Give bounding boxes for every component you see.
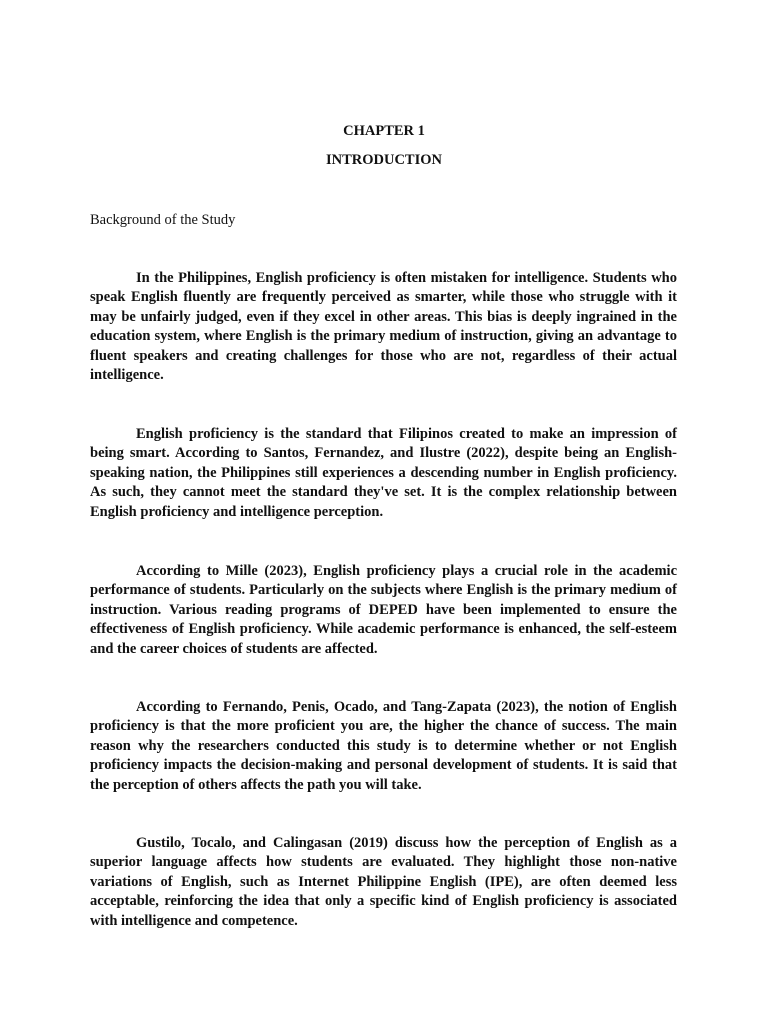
body-paragraph: In the Philippines, English proficiency is often mistaken for intelligence. Students who speak English fluently are frequently perceived as smarter, while those who struggle with it may be unfairly judged, even if they excel in other areas. This bias is deeply ingrained in the education system, where English is the primary medium of instruction, giving an advantage to fluent speakers and creating challenges for those who are not, regardless of their actual intelligence. [90,270,677,384]
body-paragraph: Gustilo, Tocalo, and Calingasan (2019) discuss how the perception of English as a superior language affects how students are evaluated. They highlight those non-native variations of English, such as Internet Philippine English (IPE), are often deemed less acceptable, reinforcing the idea that only a specific kind of English proficiency is associated with intelligence and competence. [90,835,677,929]
body-paragraph: English proficiency is the standard that Filipinos created to make an impression of being smart. According to Santos, Fernandez, and Ilustre (2022), despite being an English-speaking nation, the Philippines still experiences a descending number in English proficiency. As such, they cannot meet the standard they've set. It is the complex relationship between English proficiency and intelligence perception. [90,426,677,520]
chapter-title: INTRODUCTION [325,152,442,168]
body-paragraph: According to Mille (2023), English proficiency plays a crucial role in the academic performance of students. Particularly on the subjects where English is the primary medium of instruction. Various reading programs of DEPED have been implemented to ensure the effectiveness of English proficiency. While academic performance is enhanced, the self-esteem and the career choices of students are affected. [90,563,677,657]
section-heading: Background of the Study [90,212,236,228]
body-paragraph: According to Fernando, Penis, Ocado, and Tang-Zapata (2023), the notion of English proficiency is that the more proficient you are, the higher the chance of success. The main reason why the researchers conducted this study is to determine whether or not English proficiency impacts the decision-making and personal development of students. It is said that the perception of others affects the path you will take. [90,699,677,793]
chapter-number: CHAPTER 1 [343,123,425,139]
